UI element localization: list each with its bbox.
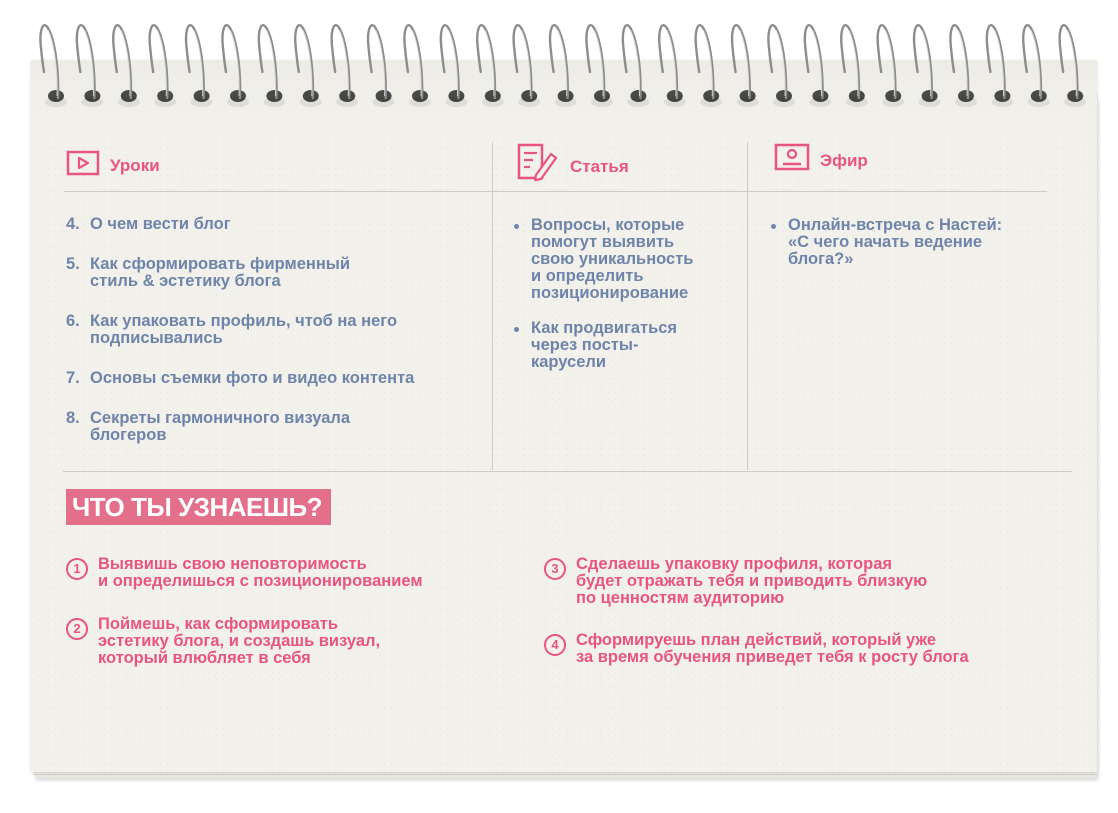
binding-hole-shadow [591,97,613,107]
binding-hole-shadow [1064,97,1086,107]
outcome-number: 1 [66,558,88,580]
binding-hole-shadow [373,97,395,107]
binding-hole-shadow [191,97,213,107]
binding-hole-shadow [518,97,540,107]
article-item: Вопросы, которые помогут выявить свою уникальность и определить позиционирование [513,217,738,302]
binding-hole-shadow [737,97,759,107]
binding-hole-shadow [409,97,431,107]
binding-hole-shadow [45,97,67,107]
lesson-text: Основы съемки фото и видео контента [90,369,415,387]
webcam-icon [774,143,810,178]
lesson-item: 7. Основы съемки фото и видео контента [66,369,415,387]
live-item: Онлайн-встреча с Настей: «С чего начать ведение блога?» [770,217,1060,268]
binding-hole-shadow [882,97,904,107]
column-header-article [516,142,629,187]
lesson-item: 5. Как сформировать фирменный стиль & эстетику блога [66,255,351,290]
binding-hole-shadow [809,97,831,107]
outcome-item [66,556,423,590]
binding-hole-shadow [555,97,577,107]
column-header-lessons [66,150,160,181]
binding-hole-shadow [846,97,868,107]
header-divider [64,191,1047,192]
binding-hole-shadow [700,97,722,107]
binding-hole-shadow [118,97,140,107]
spiral-binding [0,0,1118,140]
binding-hole-shadow [919,97,941,107]
lessons-list [66,216,486,467]
lesson-text: Как сформировать фирменный стиль & эстетику блога [90,255,351,290]
article-item: Как продвигаться через посты- карусели [513,320,738,371]
binding-hole-shadow [627,97,649,107]
lesson-item: 6. Как упаковать профиль, чтоб на него подписывались [66,312,398,347]
lesson-text: Секреты гармоничного визуала блогеров [90,409,351,444]
play-icon [66,150,100,181]
column-header-live [774,143,868,178]
lesson-text: О чем вести блог [90,215,231,233]
outcome-item [544,632,969,666]
binding-hole-shadow [955,97,977,107]
article-icon [516,142,560,187]
binding-hole-shadow [336,97,358,107]
binding-hole-shadow [1028,97,1050,107]
article-list [513,217,738,389]
learn-section-title: ЧТО ТЫ УЗНАЕШЬ? [66,489,331,525]
outcome-text: Сформируешь план действий, который уже за время обучения приведет тебя к росту блога [576,631,969,666]
table-bottom-line [63,471,1072,472]
outcome-text: Поймешь, как сформировать эстетику блога, и создашь визуал, который влюбляет в себя [98,615,381,667]
outcome-text: Выявишь свою неповторимость и определишься с позиционированием [98,555,423,590]
outcome-number: 2 [66,618,88,640]
lesson-item: 8. Секреты гармоничного визуала блогеров [66,409,351,444]
column-title-article: Статья [570,156,629,176]
binding-hole-shadow [773,97,795,107]
binding-hole-shadow [300,97,322,107]
lesson-item: 4. О чем вести блог [66,215,231,233]
binding-hole-shadow [263,97,285,107]
binding-hole-shadow [227,97,249,107]
binding-hole-shadow [664,97,686,107]
outcome-item [544,556,927,607]
outcome-item [66,616,380,667]
outcome-text: Сделаешь упаковку профиля, которая будет отражать тебя и приводить близкую по ценностям аудиторию [576,555,928,607]
column-title-live: Эфир [820,150,868,170]
column-title-lessons: Уроки [110,155,160,175]
outcome-number: 3 [544,558,566,580]
live-list [770,217,1060,286]
binding-hole-shadow [482,97,504,107]
lesson-text: Как упаковать профиль, чтоб на него подписывались [90,312,398,347]
column-divider-1 [492,142,493,470]
binding-hole-shadow [445,97,467,107]
column-divider-2 [747,142,748,470]
binding-hole-shadow [81,97,103,107]
outcome-number: 4 [544,634,566,656]
binding-hole-shadow [991,97,1013,107]
binding-hole-shadow [154,97,176,107]
